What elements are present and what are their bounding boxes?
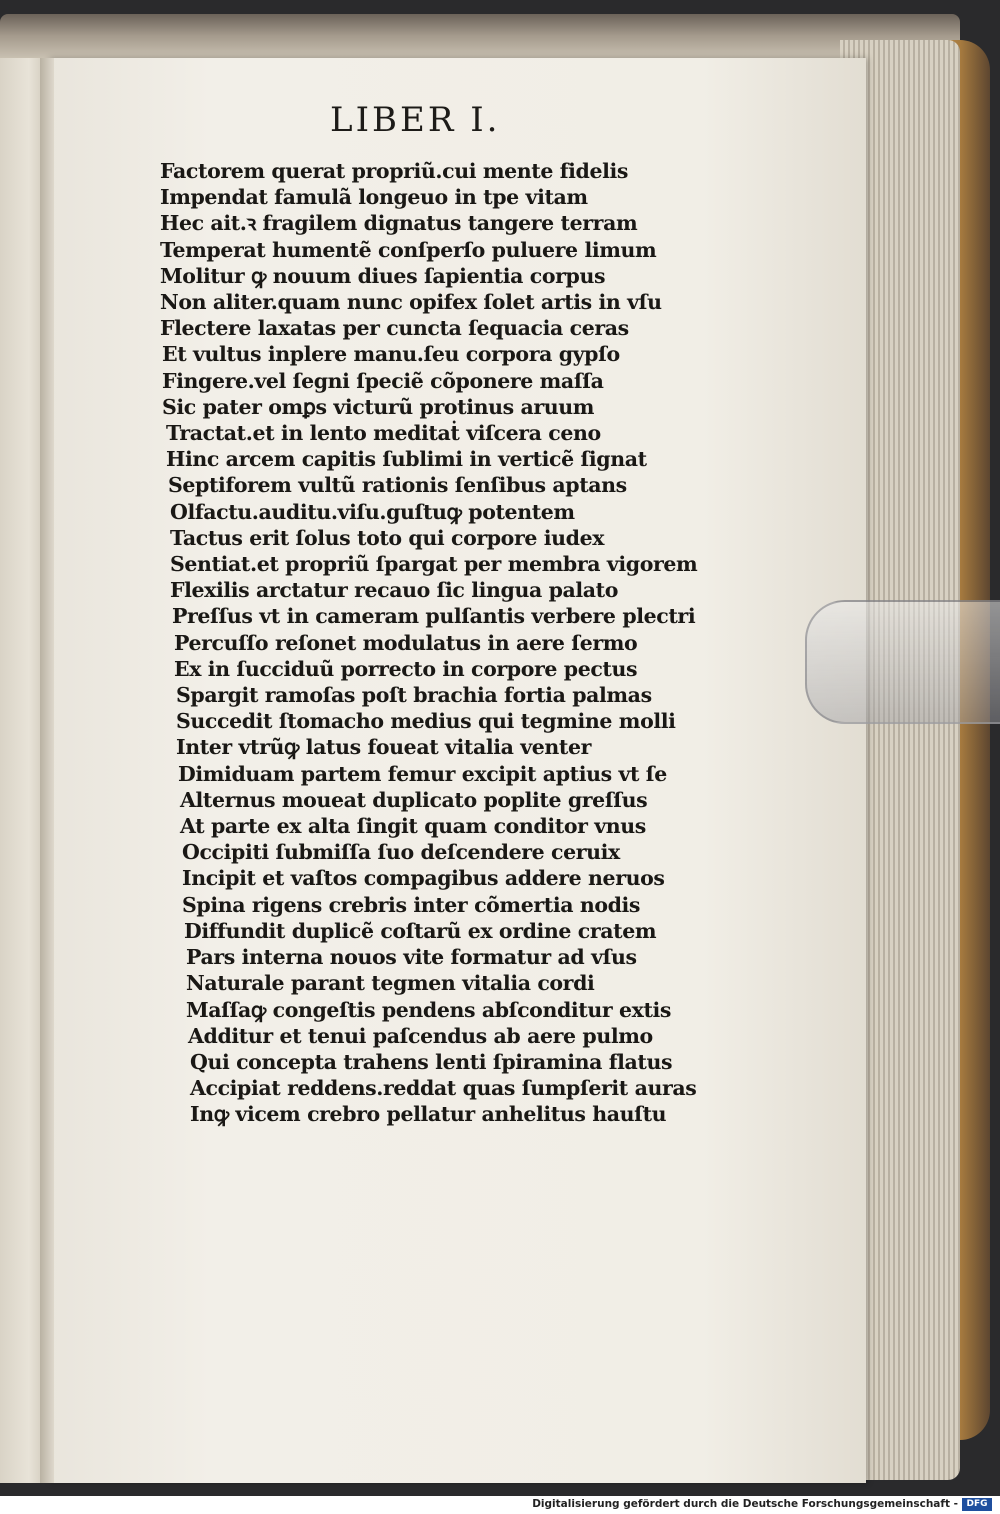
text-line: Diffundit duplicẽ coſtarũ ex ordine cratem: [184, 918, 657, 943]
dfg-logo: DFG: [962, 1498, 992, 1511]
page-clip: [805, 600, 1000, 724]
text-line: Fingere.vel ſegni ſpeciẽ cõponere maſſa: [162, 368, 604, 393]
text-line: Additur et tenui paſcendus ab aere pulmo: [188, 1023, 653, 1048]
text-line: Ex in ſucciduũ porrecto in corpore pectus: [174, 656, 638, 681]
text-line: Preſſus vt in cameram pulſantis verbere plectri: [172, 604, 696, 629]
text-line: Olfactu.auditu.viſu.guſtuꝙ potentem: [170, 499, 575, 524]
gutter: [40, 58, 54, 1483]
text-line: Hinc arcem capitis ſublimi in verticẽ ſignat: [166, 447, 647, 472]
text-line: Succedit ſtomacho medius qui tegmine molli: [176, 709, 676, 734]
text-line: Flexilis arctatur recauo ſic lingua palato: [170, 578, 618, 603]
page-title: LIBER I.: [330, 100, 501, 140]
footer-credit: Digitalisierung gefördert durch die Deutsche Forschungsgemeinschaft -: [532, 1498, 958, 1510]
text-line: Septiforem vultũ rationis ſenſibus aptans: [168, 473, 627, 498]
text-line: Temperat humentẽ conſperſo puluere limum: [160, 237, 657, 262]
text-line: Inꝙ vicem crebro pellatur anhelitus hauſtu: [190, 1102, 667, 1127]
text-line: Impendat famulã longeuo in tpe vitam: [160, 185, 588, 210]
text-line: Occipiti ſubmiſſa ſuo deſcendere ceruix: [182, 840, 620, 865]
text-line: Sic pater omꝑs victurũ protinus aruum: [162, 394, 595, 419]
text-line: Spina rigens crebris inter cõmertia nodis: [182, 892, 641, 917]
text-line: Molitur ꝙ nouum diues ſapientia corpus: [160, 263, 606, 288]
text-line: Dimiduam partem femur excipit aptius vt ſe: [178, 761, 667, 786]
footer-bar: [0, 1496, 1000, 1514]
text-line: Spargit ramoſas poſt brachia fortia palmas: [176, 683, 652, 708]
text-line: Tractat.et in lento meditaṫ viſcera ceno: [166, 421, 601, 446]
text-line: Sentiat.et propriũ ſpargat per membra vigorem: [170, 552, 698, 577]
text-block: [160, 158, 720, 1128]
text-line: At parte ex alta ſingit quam conditor vnus: [180, 814, 646, 839]
text-line: Flectere laxatas per cuncta ſequacia ceras: [160, 316, 629, 341]
text-line: Factorem querat propriũ.cui mente fidelis: [160, 159, 629, 183]
text-line: Qui concepta trahens lenti ſpiramina flatus: [190, 1049, 673, 1074]
text-line: Non aliter.quam nunc opifex ſolet artis in vſu: [160, 290, 662, 315]
text-line: Maſſaꝙ congeſtis pendens abſconditur extis: [186, 997, 672, 1022]
text-line: Alternus moueat duplicato poplite greſſus: [180, 787, 648, 812]
text-line: Naturale parant tegmen vitalia cordi: [186, 971, 595, 996]
text-line: Accipiat reddens.reddat quas ſumpſerit auras: [190, 1076, 697, 1101]
text-line: Percuſſo reſonet modulatus in aere ſermo: [174, 630, 638, 655]
text-line: Tactus erit ſolus toto qui corpore iudex: [170, 525, 605, 550]
book-top-edge: [0, 14, 960, 62]
text-line: Incipit et vaſtos compagibus addere neruos: [182, 866, 665, 891]
text-line: Pars interna nouos vite formatur ad vſus: [186, 945, 637, 970]
text-line: Et vultus inplere manu.ſeu corpora gypſo: [162, 342, 620, 367]
text-line: Inter vtrũꝙ latus foueat vitalia venter: [176, 735, 592, 760]
text-line: Hec ait.ꝛ fragilem dignatus tangere terram: [160, 211, 638, 236]
